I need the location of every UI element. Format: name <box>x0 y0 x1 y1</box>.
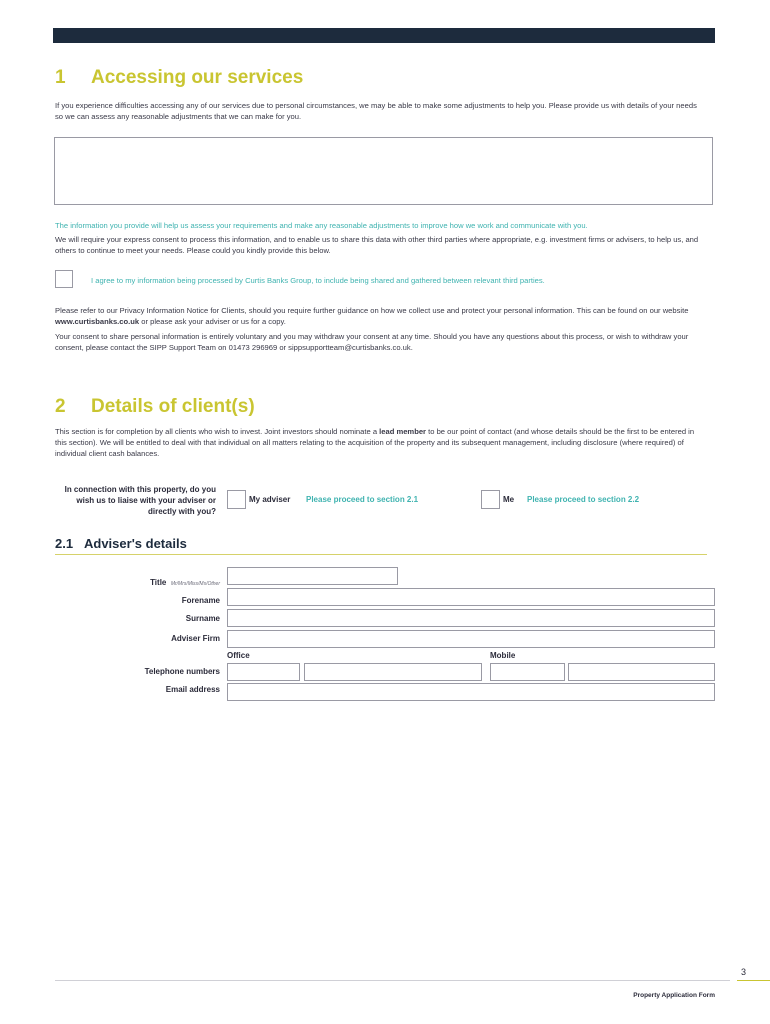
section-2-number: 2 <box>55 396 66 417</box>
office-number-input[interactable] <box>304 663 482 681</box>
lead-member-text: lead member <box>379 427 427 436</box>
section-2-intro-pre: This section is for completion by all clients who wish to invest. Joint investors should nominate a <box>55 427 380 436</box>
surname-input[interactable] <box>227 609 715 627</box>
consent-checkbox[interactable] <box>55 270 73 288</box>
me-option-hint: Please proceed to section 2.2 <box>527 495 640 504</box>
contact-question: In connection with this property, do you wish us to liaise with your adviser or directly with you? <box>64 485 216 516</box>
privacy-note <box>55 305 705 327</box>
title-label: Title <box>150 578 167 587</box>
title-label-group <box>120 572 220 590</box>
section-2-title: Details of client(s) <box>91 396 255 417</box>
telephone-label: Telephone numbers <box>144 667 220 676</box>
page-number-underline <box>737 980 770 981</box>
email-label: Email address <box>165 685 220 694</box>
adjustments-textarea[interactable] <box>54 137 713 205</box>
withdraw-note: Your consent to share personal information is entirely voluntary and you may withdraw your consent at any time. Should you have any questions about this process, or wish to withdraw your consent, please contact the SIPP Support Team on 01473 296969 or sippsupportteam@curtisbanks.co.uk. <box>55 332 689 352</box>
office-area-code-input[interactable] <box>227 663 300 681</box>
title-hint: Mr/Mrs/Miss/Ms/Other <box>170 581 220 587</box>
assess-note: The information you provide will help us assess your requirements and make any reasonable adjustments to improve how we work and communicate with you. <box>55 221 588 230</box>
privacy-note-pre: Please refer to our Privacy Information Notice for Clients, should you require further guidance on how we collect use and protect your personal information. This can be found on our website <box>55 306 689 315</box>
footer-divider <box>55 980 730 981</box>
me-checkbox[interactable] <box>481 490 500 509</box>
privacy-link[interactable]: www.curtisbanks.co.uk <box>55 317 140 326</box>
email-input[interactable] <box>227 683 715 701</box>
consent-note: We will require your express consent to process this information, and to enable us to share this data with other third parties where appropriate, e.g. investment firms or advisers, to help us, and others to continue to meet your needs. Please could you kindly provide this below. <box>55 235 699 255</box>
section-2-1-title: Adviser's details <box>84 536 187 551</box>
forename-label: Forename <box>181 596 220 605</box>
section-2-intro <box>55 426 705 459</box>
forename-input[interactable] <box>227 588 715 606</box>
form-name: Property Application Form <box>633 992 715 999</box>
privacy-note-post: or please ask your adviser or us for a copy. <box>139 317 286 326</box>
adviser-firm-input[interactable] <box>227 630 715 648</box>
section-1-title: Accessing our services <box>91 67 304 88</box>
page-number: 3 <box>741 967 747 977</box>
adviser-option-label: My adviser <box>249 495 291 504</box>
section-2-intro-post: to be our point of contact (and whose details should be the first to be entered in this section). We will be entitled to deal with that individual on all matters relating to the acquisition of the property and its subsequent management, including disclosure (where required) of individual client cash balances. <box>55 427 695 458</box>
adviser-firm-label: Adviser Firm <box>171 634 220 643</box>
office-label: Office <box>227 651 250 660</box>
section-2-1-number: 2.1 <box>55 536 74 551</box>
title-input[interactable] <box>227 567 398 585</box>
me-option-label: Me <box>503 495 515 504</box>
adviser-option-hint: Please proceed to section 2.1 <box>306 495 419 504</box>
consent-checkbox-label: I agree to my information being processed by Curtis Banks Group, to include being shared and gathered between relevant third parties. <box>91 276 545 285</box>
mobile-area-code-input[interactable] <box>490 663 565 681</box>
adviser-checkbox[interactable] <box>227 490 246 509</box>
mobile-number-input[interactable] <box>568 663 715 681</box>
mobile-label: Mobile <box>490 651 516 660</box>
section-1-number: 1 <box>55 67 66 88</box>
header-bar <box>53 28 715 43</box>
section-2-1-divider <box>55 554 707 555</box>
surname-label: Surname <box>185 614 220 623</box>
section-1-intro: If you experience difficulties accessing any of our services due to personal circumstances, we may be able to make some adjustments to help you. Please provide us with details of your needs so we can assess any reasonable adjustments that we can make for you. <box>55 101 697 121</box>
